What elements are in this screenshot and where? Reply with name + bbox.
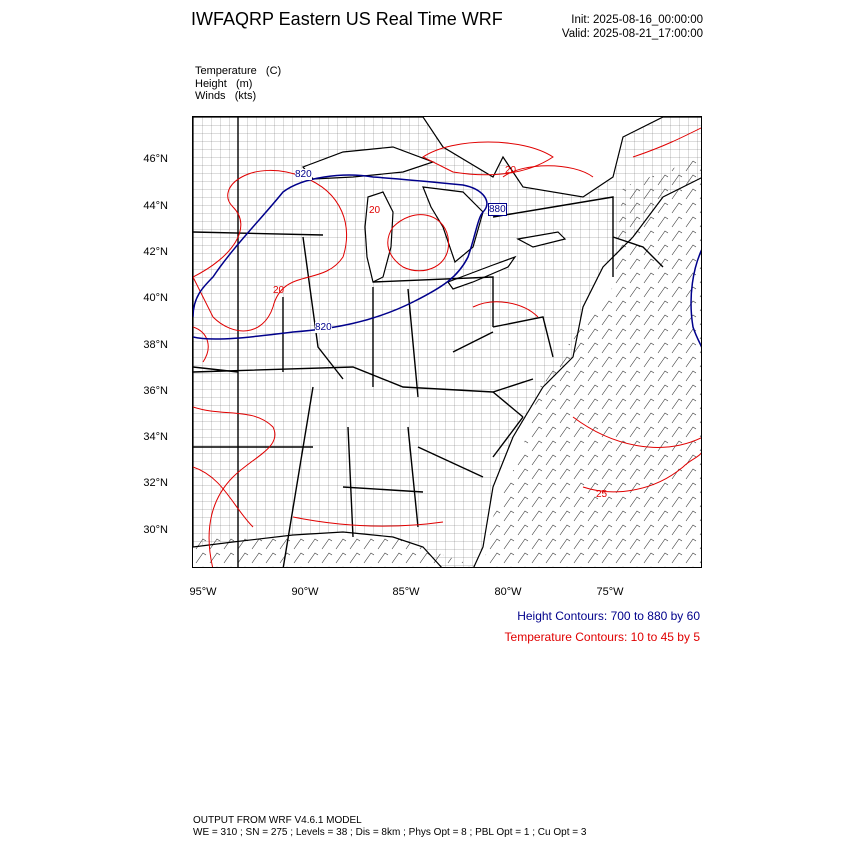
height-contour-info: Height Contours: 700 to 880 by 60 bbox=[517, 609, 700, 623]
map-title: IWFAQRP Eastern US Real Time WRF bbox=[191, 9, 503, 29]
height-label-880: 880 bbox=[489, 204, 506, 215]
run-times bbox=[562, 13, 703, 41]
lon-label-75: 75°W bbox=[596, 586, 624, 598]
map-panel bbox=[192, 116, 702, 568]
model-footer bbox=[193, 815, 586, 839]
lat-label-32: 32°N bbox=[143, 477, 168, 489]
temperature-contour-info: Temperature Contours: 10 to 45 by 5 bbox=[504, 630, 700, 644]
valid-time: Valid: 2025-08-21_17:00:00 bbox=[561, 28, 703, 40]
temp-label-20-a: 20 bbox=[369, 205, 381, 216]
lat-label-34: 34°N bbox=[143, 431, 168, 443]
height-label-820-a: 820 bbox=[295, 169, 312, 180]
lon-label-90: 90°W bbox=[291, 586, 319, 598]
footer-config: WE = 310 ; SN = 275 ; Levels = 38 ; Dis = 8km ; Phys Opt = 8 ; PBL Opt = 1 ; Cu Opt = 3 bbox=[193, 827, 587, 838]
height-label-820-b: 820 bbox=[315, 322, 332, 333]
legend-height: Height (m) bbox=[195, 77, 253, 90]
temp-label-20-b: 20 bbox=[273, 285, 285, 296]
map-canvas bbox=[193, 117, 702, 568]
field-legend bbox=[195, 65, 281, 103]
lat-label-36: 36°N bbox=[143, 385, 168, 397]
lon-label-80: 80°W bbox=[494, 586, 522, 598]
init-time: Init: 2025-08-16_00:00:00 bbox=[571, 14, 703, 26]
lat-label-46: 46°N bbox=[143, 153, 168, 165]
lon-label-95: 95°W bbox=[189, 586, 217, 598]
lat-label-38: 38°N bbox=[143, 339, 168, 351]
footer-model: OUTPUT FROM WRF V4.6.1 MODEL bbox=[193, 815, 362, 826]
lat-label-40: 40°N bbox=[143, 292, 168, 304]
legend-temperature: Temperature (C) bbox=[195, 65, 282, 77]
lat-label-42: 42°N bbox=[143, 246, 168, 258]
lon-label-85: 85°W bbox=[392, 586, 420, 598]
lat-label-30: 30°N bbox=[143, 524, 168, 536]
temp-label-20-c: 20 bbox=[505, 165, 517, 176]
lat-label-44: 44°N bbox=[143, 200, 168, 212]
legend-winds: Winds (kts) bbox=[195, 90, 257, 102]
temp-label-25: 25 bbox=[596, 489, 608, 500]
